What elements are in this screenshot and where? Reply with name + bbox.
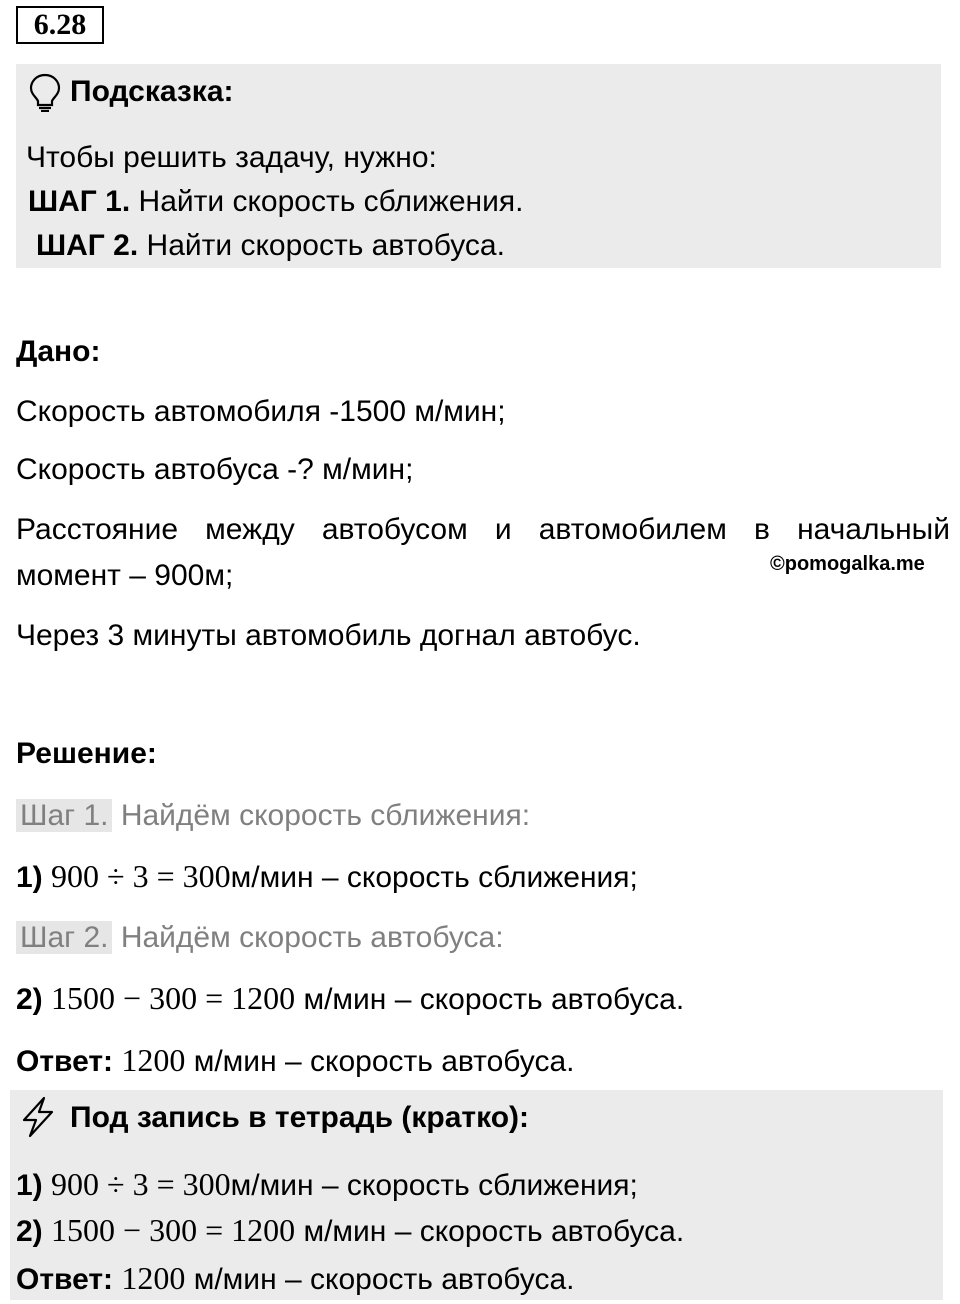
distance-word: между bbox=[205, 513, 295, 546]
given-bus-speed: Скорость автобуса -? м/мин; bbox=[16, 453, 414, 486]
hint-step-1 bbox=[28, 184, 523, 220]
notes-line-1 bbox=[16, 1166, 638, 1204]
notes-line-2-number: 2) bbox=[16, 1215, 43, 1248]
distance-word: автобусом bbox=[321, 513, 468, 546]
line-1-text: м/мин – скорость сближения; bbox=[230, 861, 638, 894]
notes-line-1-number: 1) bbox=[16, 1169, 43, 1202]
distance-word: автомобилем bbox=[538, 513, 727, 546]
solution-step-2 bbox=[16, 920, 504, 956]
notes-title: Под запись в тетрадь (кратко): bbox=[70, 1101, 530, 1134]
step-2-label: Шаг 2. bbox=[16, 921, 112, 954]
line-1-math: 900 ÷ 3 = 300 bbox=[51, 858, 231, 894]
answer-label: Ответ: bbox=[16, 1045, 114, 1078]
notes-line-2-text: м/мин – скорость автобуса. bbox=[295, 1215, 685, 1248]
lightning-icon bbox=[18, 1096, 58, 1138]
step-1-text: Найдём скорость сближения: bbox=[112, 799, 531, 832]
distance-word: начальный bbox=[797, 513, 950, 546]
notes-answer-label: Ответ: bbox=[16, 1263, 114, 1296]
hint-step-2-text: Найти скорость автобуса. bbox=[138, 229, 505, 262]
distance-word: и bbox=[494, 513, 512, 546]
given-distance-cont: момент – 900м; bbox=[16, 559, 234, 592]
solution-line-2 bbox=[16, 980, 684, 1018]
step-1-label: Шаг 1. bbox=[16, 799, 112, 832]
notes-answer-math: 1200 bbox=[121, 1260, 186, 1296]
hint-title: Подсказка: bbox=[70, 75, 234, 108]
hint-step-2-label: ШАГ 2. bbox=[36, 229, 139, 262]
solution-line-1 bbox=[16, 858, 638, 896]
given-caught-up: Через 3 минуты автомобиль догнал автобус. bbox=[16, 619, 641, 652]
line-2-text: м/мин – скорость автобуса. bbox=[295, 983, 685, 1016]
lightbulb-icon bbox=[28, 72, 62, 112]
hint-step-2 bbox=[36, 228, 505, 264]
hint-step-1-text: Найти скорость сближения. bbox=[130, 185, 524, 218]
line-2-math: 1500 − 300 = 1200 bbox=[51, 980, 296, 1016]
given-title: Дано: bbox=[16, 335, 101, 368]
given-distance-line bbox=[16, 512, 950, 548]
solution-title: Решение: bbox=[16, 737, 157, 770]
notes-line-1-math: 900 ÷ 3 = 300 bbox=[51, 1166, 231, 1202]
notes-answer-text: м/мин – скорость автобуса. bbox=[185, 1263, 575, 1296]
line-2-number: 2) bbox=[16, 983, 43, 1016]
solution-step-1 bbox=[16, 798, 530, 834]
distance-word: в bbox=[754, 513, 770, 546]
notes-answer bbox=[16, 1260, 574, 1298]
answer-math: 1200 bbox=[121, 1042, 186, 1078]
watermark: ©pomogalka.me bbox=[770, 553, 925, 575]
distance-word: Расстояние bbox=[16, 513, 179, 546]
given-car-speed: Скорость автомобиля -1500 м/мин; bbox=[16, 395, 506, 428]
solution-answer bbox=[16, 1042, 574, 1080]
task-number: 6.28 bbox=[16, 6, 104, 44]
notes-line-2 bbox=[16, 1212, 684, 1250]
step-2-text: Найдём скорость автобуса: bbox=[112, 921, 504, 954]
notes-line-2-math: 1500 − 300 = 1200 bbox=[51, 1212, 296, 1248]
hint-step-1-label: ШАГ 1. bbox=[28, 185, 131, 218]
line-1-number: 1) bbox=[16, 861, 43, 894]
notes-line-1-text: м/мин – скорость сближения; bbox=[230, 1169, 638, 1202]
answer-text: м/мин – скорость автобуса. bbox=[185, 1045, 575, 1078]
hint-intro: Чтобы решить задачу, нужно: bbox=[26, 141, 437, 174]
